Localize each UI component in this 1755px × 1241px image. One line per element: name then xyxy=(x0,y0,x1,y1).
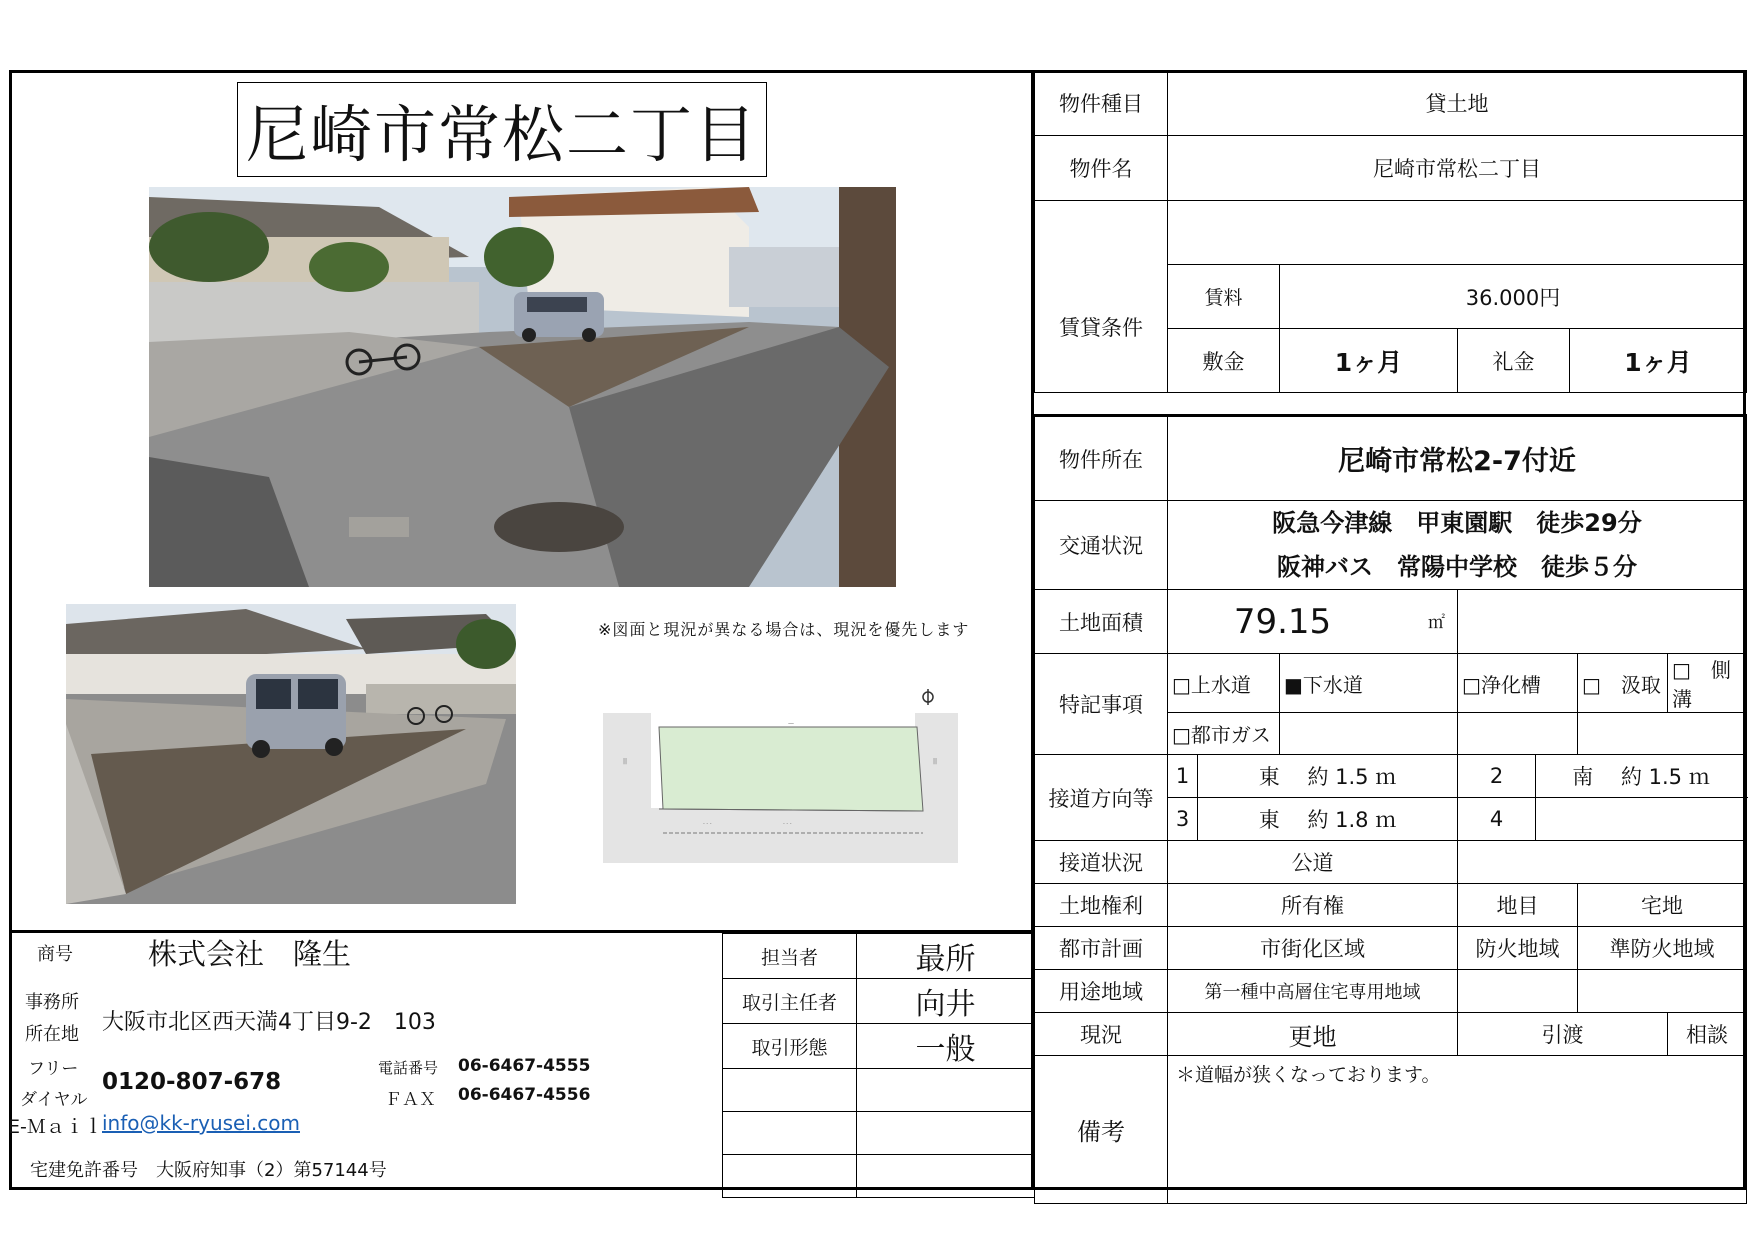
site-plan xyxy=(603,683,958,863)
rights-label: 土地権利 xyxy=(1035,884,1168,927)
svg-text:||: || xyxy=(933,758,938,765)
city-plan-label: 都市計画 xyxy=(1035,927,1168,970)
remarks-label: 備考 xyxy=(1035,1056,1168,1204)
key-money-value: 1ヶ月 xyxy=(1570,329,1747,393)
road-1-desc: 東 約 1.5 ｍ xyxy=(1198,755,1458,798)
pumping-checkbox: □ 汲取 xyxy=(1578,654,1668,713)
area-value: 79.15 xyxy=(1233,601,1332,642)
water-checkbox: □上水道 xyxy=(1168,654,1280,713)
office-address: 大阪市北区西天満4丁目9-2 103 xyxy=(102,1010,436,1035)
city-plan-value: 市街化区域 xyxy=(1168,927,1458,970)
lot-photo-image xyxy=(66,604,516,904)
tel-number: 06-6467-4555 xyxy=(458,1056,591,1076)
road-status-blank xyxy=(1458,841,1747,884)
notice-text: ※図面と現況が異なる場合は、現況を優先します xyxy=(598,620,970,639)
handover-value: 相談 xyxy=(1668,1013,1747,1056)
area-unit: ㎡ xyxy=(1428,613,1445,633)
transport-line-2: 阪神バス 常陽中学校 徒歩５分 xyxy=(1277,553,1637,581)
status-value: 更地 xyxy=(1168,1013,1458,1056)
street-photo-image xyxy=(149,187,896,587)
staff-value-6 xyxy=(857,1155,1035,1198)
main-photo xyxy=(149,187,896,587)
features-label: 特記事項 xyxy=(1035,654,1168,755)
free-dial-label-2: ダイヤル xyxy=(20,1090,88,1110)
page-title: 尼崎市常松二丁目 xyxy=(237,82,767,177)
key-money-label: 礼金 xyxy=(1458,329,1570,393)
deposit-value: 1ヶ月 xyxy=(1280,329,1458,393)
company-name-label: 商号 xyxy=(37,944,73,965)
use-zone-value: 第一種中高層住宅専用地域 xyxy=(1168,970,1458,1013)
svg-text:- - -: - - - xyxy=(703,821,712,827)
staff-label-2: 取引主任者 xyxy=(723,979,857,1024)
site-plan-drawing xyxy=(603,683,958,863)
road-3-no: 3 xyxy=(1168,798,1198,841)
property-basic-table xyxy=(1034,70,1747,393)
features-blank-2 xyxy=(1458,713,1578,755)
staff-value-3: 一般 xyxy=(857,1024,1035,1069)
office-label-1: 事務所 xyxy=(25,992,79,1013)
fire-zone-2: 準防火地域 xyxy=(1578,927,1747,970)
rent-value: 36.000円 xyxy=(1280,265,1747,329)
tel-label: 電話番号 xyxy=(378,1059,439,1077)
location-label: 物件所在 xyxy=(1035,416,1168,501)
property-detail-table xyxy=(1034,414,1747,1204)
terms-label: 賃貸条件 xyxy=(1035,201,1168,393)
type-label: 物件種目 xyxy=(1035,71,1168,136)
septic-checkbox: □浄化槽 xyxy=(1458,654,1578,713)
staff-label-4 xyxy=(723,1069,857,1112)
use-zone-label: 用途地域 xyxy=(1035,970,1168,1013)
staff-label-6 xyxy=(723,1155,857,1198)
area-cell xyxy=(1168,590,1458,654)
email-label: E-Ｍａｉｌ xyxy=(8,1116,103,1138)
road-dir-label: 接道方向等 xyxy=(1035,755,1168,841)
staff-label-1: 担当者 xyxy=(723,934,857,979)
fire-zone: 防火地域 xyxy=(1458,927,1578,970)
area-blank xyxy=(1458,590,1747,654)
location-value: 尼崎市常松2-7付近 xyxy=(1168,416,1747,501)
road-3-desc: 東 約 1.8 ｍ xyxy=(1198,798,1458,841)
rent-label: 賃料 xyxy=(1168,265,1280,329)
staff-label-5 xyxy=(723,1112,857,1155)
road-2-no: 2 xyxy=(1458,755,1536,798)
road-4-no: 4 xyxy=(1458,798,1536,841)
deposit-label: 敷金 xyxy=(1168,329,1280,393)
gas-checkbox: □都市ガス xyxy=(1168,713,1280,755)
staff-value-1: 最所 xyxy=(857,934,1035,979)
free-dial-number: 0120-807-678 xyxy=(102,1069,282,1095)
road-1-no: 1 xyxy=(1168,755,1198,798)
staff-value-4 xyxy=(857,1069,1035,1112)
sewer-checkbox: ■下水道 xyxy=(1280,654,1458,713)
fax-number: 06-6467-4556 xyxy=(458,1085,591,1105)
use-zone-blank-2 xyxy=(1578,970,1747,1013)
property-type: 貸土地 xyxy=(1168,71,1747,136)
property-name: 尼崎市常松二丁目 xyxy=(1168,136,1747,201)
handover-label: 引渡 xyxy=(1458,1013,1668,1056)
features-blank-3 xyxy=(1578,713,1747,755)
features-blank-1 xyxy=(1280,713,1458,755)
gutter-checkbox: □ 側溝 xyxy=(1668,654,1747,713)
staff-table xyxy=(722,933,1035,1198)
transport-label: 交通状況 xyxy=(1035,501,1168,590)
land-cat-value: 宅地 xyxy=(1578,884,1747,927)
rights-value: 所有権 xyxy=(1168,884,1458,927)
staff-value-2: 向井 xyxy=(857,979,1035,1024)
use-zone-blank-1 xyxy=(1458,970,1578,1013)
svg-text:- - -: - - - xyxy=(783,821,792,827)
fax-label: ＦＡＸ xyxy=(385,1090,436,1110)
svg-text:—: — xyxy=(788,720,794,727)
terms-blank xyxy=(1168,201,1747,265)
road-status-label: 接道状況 xyxy=(1035,841,1168,884)
road-2-desc: 南 約 1.5 ｍ xyxy=(1536,755,1747,798)
road-4-desc xyxy=(1536,798,1747,841)
office-label-2: 所在地 xyxy=(25,1024,79,1045)
name-label: 物件名 xyxy=(1035,136,1168,201)
staff-value-5 xyxy=(857,1112,1035,1155)
free-dial-label-1: フリー xyxy=(28,1059,79,1079)
transport-value xyxy=(1168,501,1747,590)
company-name: 株式会社 隆生 xyxy=(148,937,352,971)
transport-line-1: 阪急今津線 甲東園駅 徒歩29分 xyxy=(1272,509,1642,537)
staff-label-3: 取引形態 xyxy=(723,1024,857,1069)
remarks-value: ＊道幅が狭くなっております。 xyxy=(1168,1056,1747,1204)
email-link[interactable]: info@kk-ryusei.com xyxy=(102,1111,300,1135)
status-label: 現況 xyxy=(1035,1013,1168,1056)
sub-photo xyxy=(66,604,516,904)
area-label: 土地面積 xyxy=(1035,590,1168,654)
svg-text:||: || xyxy=(623,758,628,765)
land-cat-label: 地目 xyxy=(1458,884,1578,927)
road-status-value: 公道 xyxy=(1168,841,1458,884)
license-number: 宅建免許番号 大阪府知事（2）第57144号 xyxy=(30,1160,387,1181)
